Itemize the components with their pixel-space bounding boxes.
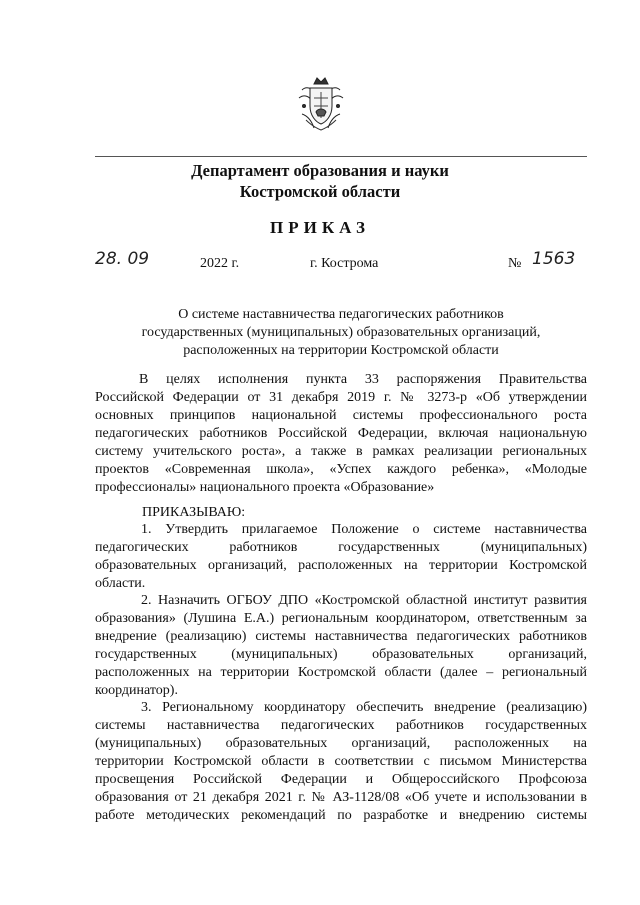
- item-1-line: образовательных организаций, расположенных на территории Костромской: [95, 558, 587, 573]
- title-line: расположенных на территории Костромской области: [183, 343, 499, 358]
- handwritten-order-number: 1563: [532, 249, 576, 269]
- item-2-line: государственных (муниципальных) образовательных организаций,: [95, 647, 587, 662]
- item-3-paragraph: [95, 699, 587, 825]
- order-year: 2022 г.: [200, 256, 240, 271]
- item-1-line: педагогических работников государственных (муниципальных): [95, 540, 587, 555]
- preamble-paragraph: [95, 371, 587, 497]
- item-2-line: расположенных на территории Костромской области (далее – региональный: [95, 665, 587, 680]
- item-3-line: работе методических рекомендаций по разработке и внедрению системы: [95, 808, 587, 823]
- item-2-line: координатор).: [95, 683, 178, 698]
- title-line: государственных (муниципальных) образовательных организаций,: [141, 325, 541, 340]
- item-2-line: 2. Назначить ОГБОУ ДПО «Костромской областной институт развития: [141, 593, 587, 608]
- order-directive-word: ПРИКАЗЫВАЮ:: [142, 505, 246, 520]
- item-3-line: 3. Региональному координатору обеспечить внедрение (реализацию): [141, 700, 587, 715]
- order-number-label: №: [508, 256, 522, 271]
- department-name-line2: Костромской области: [239, 182, 401, 201]
- item-2-paragraph: [95, 592, 587, 700]
- header-divider-line: [95, 156, 587, 157]
- order-city: г. Кострома: [310, 256, 379, 271]
- item-3-line: территории Костромской области в соответствии с письмом Министерства: [95, 754, 587, 769]
- item-3-line: образования от 21 декабря 2021 г. № АЗ-1128/08 «Об учете и использовании в: [95, 790, 587, 805]
- document-type-heading: ПРИКАЗ: [270, 218, 370, 237]
- item-1-line: 1. Утвердить прилагаемое Положение о системе наставничества: [141, 522, 587, 537]
- handwritten-date: 28. 09: [95, 249, 150, 269]
- order-title: [95, 306, 587, 360]
- title-line: О системе наставничества педагогических работников: [178, 307, 504, 322]
- item-3-line: системы наставничества педагогических работников государственных: [95, 718, 587, 733]
- item-1-line: области.: [95, 576, 146, 591]
- preamble-line: В целях исполнения пункта 33 распоряжения Правительства: [139, 372, 587, 387]
- item-3-line: (муниципальных) образовательных организаций, расположенных на: [95, 736, 587, 751]
- item-2-line: внедрение (реализацию) системы наставничества педагогических работников: [95, 629, 587, 644]
- item-3-line: просвещения Российской Федерации и Общероссийского Профсоюза: [95, 772, 587, 787]
- preamble-line: проектов «Современная школа», «Успех каждого ребенка», «Молодые: [95, 462, 587, 477]
- preamble-line: систему учительского роста», а также в рамках реализации региональных: [95, 444, 587, 459]
- preamble-line: педагогических работников Российской Федерации, включая национальную: [95, 426, 587, 441]
- item-2-line: образования» (Лушина Е.А.) региональным координатором, ответственным за: [95, 611, 587, 626]
- item-1-paragraph: [95, 521, 587, 593]
- preamble-line: основных принципов национальной системы профессионального роста: [95, 408, 587, 423]
- department-name-line1: Департамент образования и науки: [191, 161, 449, 180]
- preamble-line: Российской Федерации от 31 декабря 2019 г. № 3273-р «Об утверждении: [95, 390, 587, 405]
- preamble-line: профессионалы» национального проекта «Образование»: [95, 480, 435, 495]
- coat-of-arms-emblem: [296, 76, 346, 132]
